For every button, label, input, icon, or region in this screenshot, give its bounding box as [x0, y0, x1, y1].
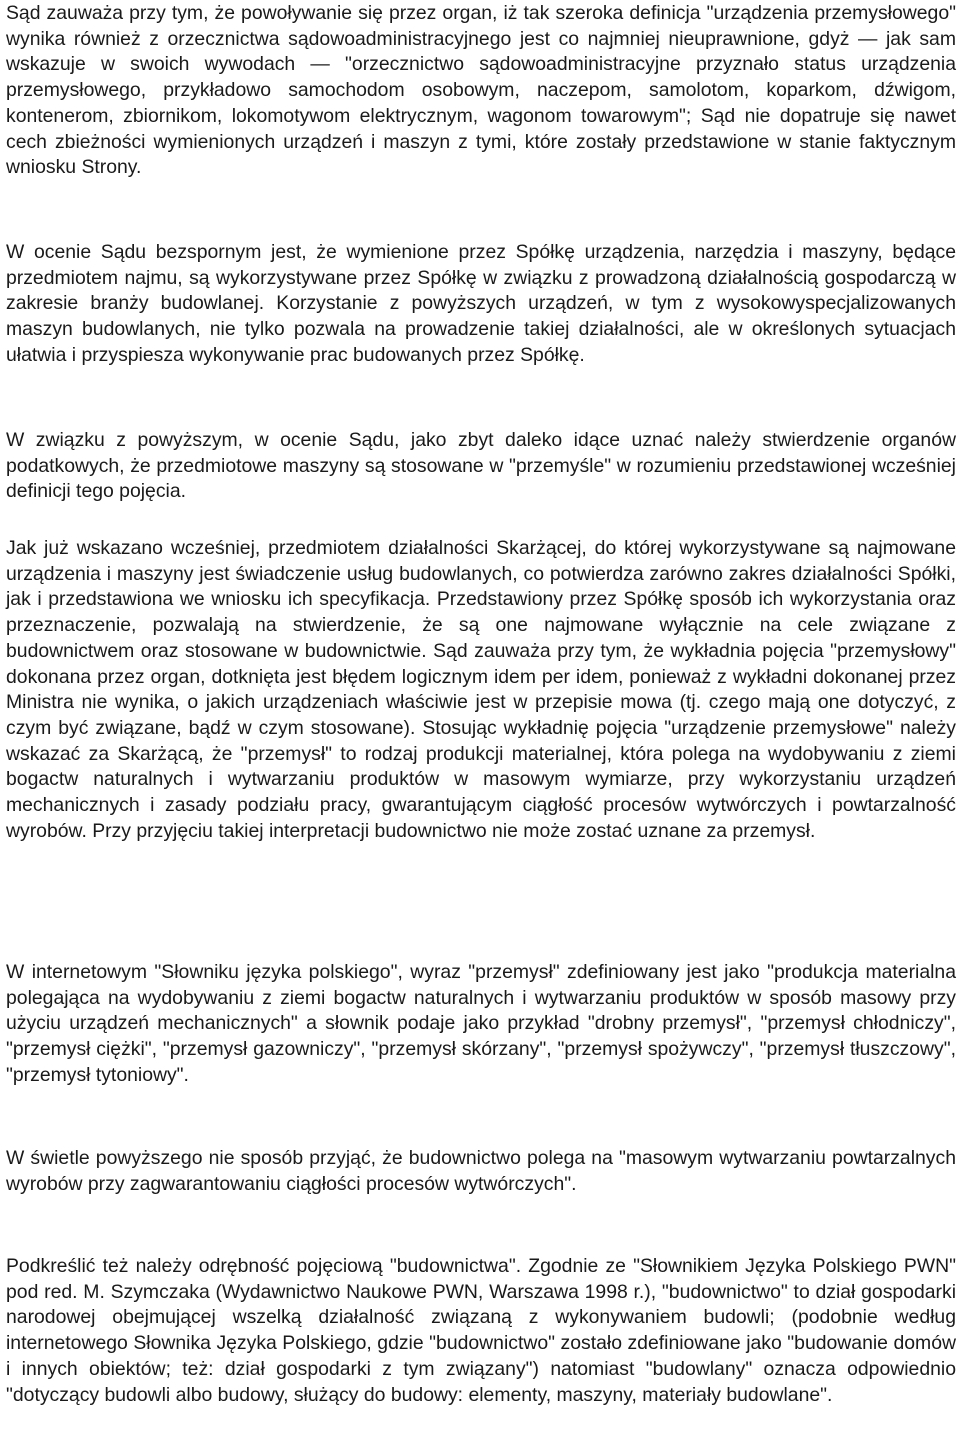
paragraph-6: W świetle powyższego nie sposób przyjąć, że budownictwo polega na "masowym wytwarzaniu powtarzalnych wyrobów przy zagwarantowaniu ciągłości procesów wytwórczych".: [6, 1147, 956, 1195]
paragraph-1: Sąd zauważa przy tym, że powoływanie się przez organ, iż tak szeroka definicja "urządzenia przemysłowego" wynika również z orzecznictwa sądowoadministracyjnego jest co najmniej nieuprawnione, gdyż — jak sam wskazuje w swoich wywodach — "orzecznictwo sądowoadministracyjne przyznało status urządzenia przemysłowego, przykładowo samochodom osobowym, naczepom, samolotom, koparkom, dźwigom, kontenerom, zbiornikom, lokomotywom elektrycznym, wagonom towarowym"; Sąd nie dopatruje się nawet cech zbieżności wymienionych urządzeń i maszyn z tymi, które zostały przedstawione w stanie faktycznym wniosku Strony.: [6, 2, 956, 179]
paragraph-7: Podkreślić też należy odrębność pojęciową "budownictwa". Zgodnie ze "Słownikiem Języka Polskiego PWN" pod red. M. Szymczaka (Wydawnictwo Naukowe PWN, Warszawa 1998 r.), "budownictwo" to dział gospodarki narodowej obejmującej wszelką działalność związaną z wykonywaniem budowli; (podobnie według internetowego Słownika Języka Polskiego, gdzie "budownictwo" zostało zdefiniowane jako "budowanie domów i innych obiektów; też: dział gospodarki z tym związany") natomiast "budowlany" oznacza odpowiednio "dotyczący budowli albo budowy, służący do budowy: elementy, maszyny, materiały budowlane".: [6, 1255, 956, 1406]
paragraph-4: Jak już wskazano wcześniej, przedmiotem działalności Skarżącej, do której wykorzystywane są najmowane urządzenia i maszyny jest świadczenie usług budowlanych, co potwierdza zarówno zakres działalności Spółki, jak i przedstawiona we wniosku ich specyfikacja. Przedstawiony przez Spółkę sposób ich wykorzystania oraz przeznaczenie, pozwalają na stwierdzenie, że są one najmowane wyłącznie na cele związane z budownictwem oraz stosowane w budownictwie. Sąd zauważa przy tym, że wykładnia pojęcia "przemysłowy" dokonana przez organ, dotknięta jest błędem logicznym idem per idem, ponieważ z wykładni dokonanej przez Ministra nie wynika, o jakich urządzeniach właściwie jest w przepisie mowa (tj. czego mają one dotyczyć, z czym być związane, bądź w czym stosowane). Stosując wykładnię pojęcia "urządzenie przemysłowe" należy wskazać za Skarżącą, że "przemysł" to rodzaj produkcji materialnej, która polega na wydobywaniu z ziemi bogactw naturalnych i wytwarzaniu produktów w masowym wymiarze, przy wykorzystaniu urządzeń mechanicznych i zasady podziału pracy, gwarantującym ciągłość procesów wytwórczych i powtarzalność wyrobów. Przy przyjęciu takiej interpretacji budownictwo nie może zostać uznane za przemysł.: [6, 537, 956, 842]
paragraph-2: W ocenie Sądu bezspornym jest, że wymienione przez Spółkę urządzenia, narzędzia i maszyny, będące przedmiotem najmu, są wykorzystywane przez Spółkę w związku z prowadzoną działalnością gospodarczą w zakresie branży budowlanej. Korzystanie z powyższych urządzeń, w tym z wysokowyspecjalizowanych maszyn budowlanych, nie tylko pozwala na prowadzenie takiej działalności, ale w określonych sytuacjach ułatwia i przyspiesza wykonywanie prac budowanych przez Spółkę.: [6, 241, 956, 366]
paragraph-5: W internetowym "Słowniku języka polskiego", wyraz "przemysł" zdefiniowany jest jako "produkcja materialna polegająca na wydobywaniu z ziemi bogactw naturalnych i wytwarzaniu produktów w sposób masowy przy użyciu urządzeń mechanicznych" a słownik podaje jako przykład "drobny przemysł", "przemysł chłodniczy", "przemysł ciężki", "przemysł gazowniczy", "przemysł skórzany", "przemysł spożywczy", "przemysł tłuszczowy", "przemysł tytoniowy".: [6, 961, 956, 1086]
paragraph-3: W związku z powyższym, w ocenie Sądu, jako zbyt daleko idące uznać należy stwierdzenie organów podatkowych, że przedmiotowe maszyny są stosowane w "przemyśle" w rozumieniu przedstawionej wcześniej definicji tego pojęcia.: [6, 429, 956, 503]
